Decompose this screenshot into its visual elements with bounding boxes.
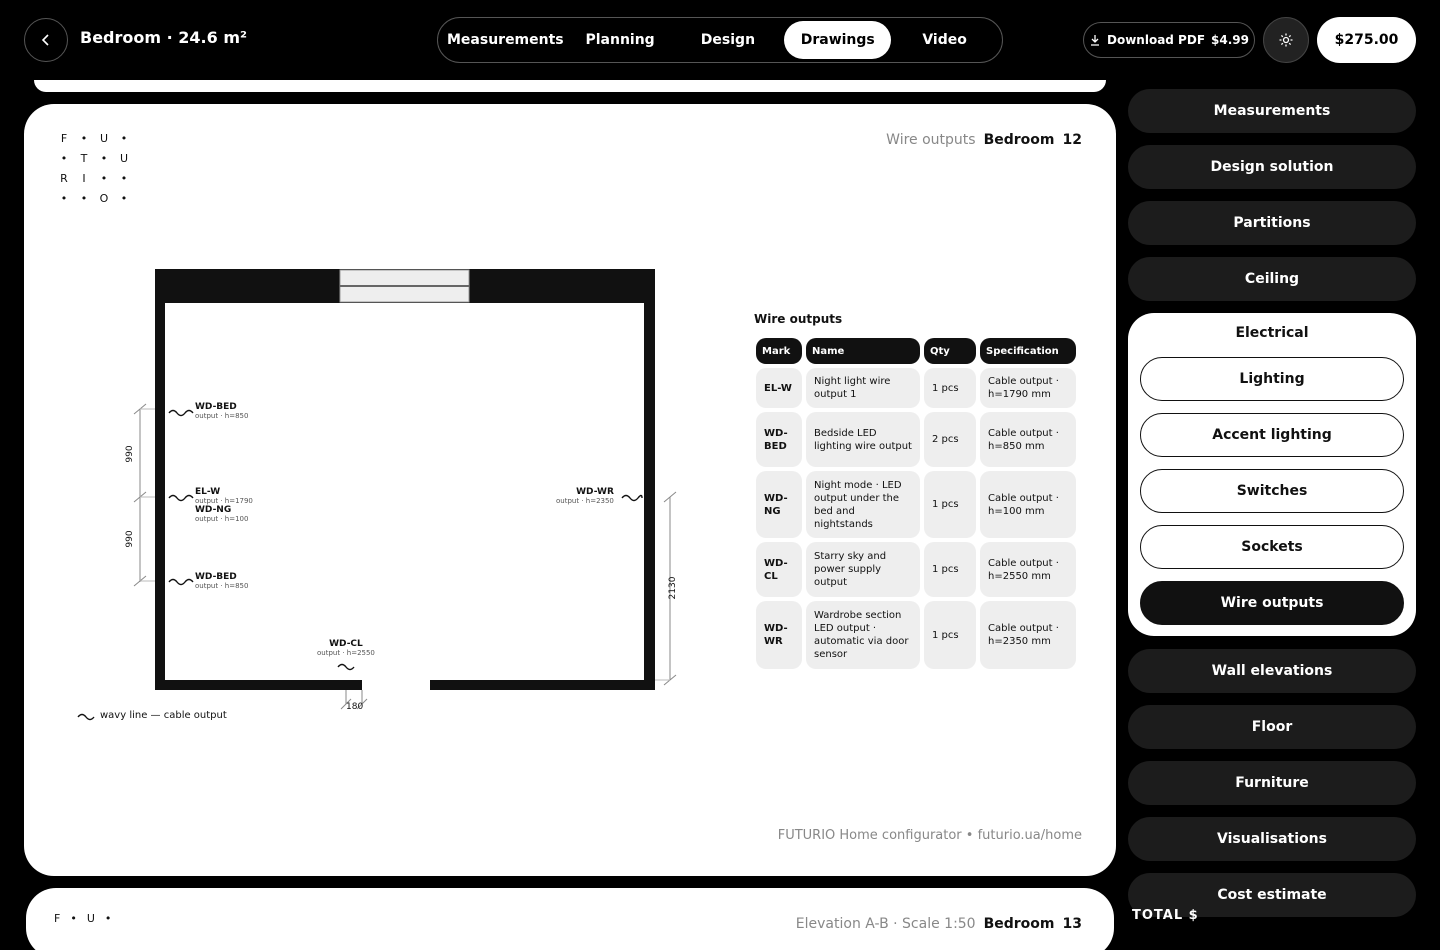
- total-price-button[interactable]: $275.00: [1317, 17, 1416, 63]
- sidebar-item-partitions[interactable]: Partitions: [1128, 201, 1416, 245]
- sidebar-item-visualisations[interactable]: Visualisations: [1128, 817, 1416, 861]
- table-header-row: [756, 338, 1080, 364]
- table-row: [756, 471, 1080, 538]
- dimension-990-bottom: 990: [125, 530, 135, 548]
- tab-measurements[interactable]: Measurements: [446, 32, 564, 48]
- cell-qty: 1 pcs: [924, 471, 976, 538]
- cell-mark: EL-W: [756, 368, 802, 408]
- cell-mark: WD-WR: [756, 601, 802, 669]
- download-pdf-button[interactable]: [1083, 22, 1255, 58]
- table-row: [756, 368, 1080, 408]
- column-header-specification: Specification: [980, 338, 1076, 364]
- sidebar-subitem-lighting[interactable]: Lighting: [1140, 357, 1404, 401]
- previous-sheet-edge: [34, 80, 1106, 92]
- sidebar-subitem-accent-lighting[interactable]: Accent lighting: [1140, 413, 1404, 457]
- table-title: Wire outputs: [754, 312, 843, 326]
- next-sheet-room: Bedroom: [983, 916, 1055, 932]
- sidebar-item-floor[interactable]: Floor: [1128, 705, 1416, 749]
- back-button[interactable]: [24, 18, 68, 62]
- cell-mark: WD-NG: [756, 471, 802, 538]
- sheet-footer: FUTURIO Home configurator • futurio.ua/home: [777, 828, 1082, 843]
- tab-drawings[interactable]: Drawings: [784, 21, 891, 59]
- sidebar-subitem-sockets[interactable]: Sockets: [1140, 525, 1404, 569]
- tab-design[interactable]: Design: [700, 32, 756, 48]
- section-tabs: [437, 17, 1003, 63]
- tab-video[interactable]: Video: [922, 32, 967, 48]
- cell-spec: Cable output · h=1790 mm: [980, 368, 1076, 408]
- sheet-header: [886, 132, 1082, 148]
- cell-name: Night light wire output 1: [806, 368, 920, 408]
- cell-mark: WD-BED: [756, 412, 802, 467]
- settings-button[interactable]: [1263, 17, 1309, 63]
- sidebar-item-furniture[interactable]: Furniture: [1128, 761, 1416, 805]
- table-row: [756, 412, 1080, 467]
- cell-spec: Cable output · h=850 mm: [980, 412, 1076, 467]
- output-label-wd-cl: WD-CL output · h=2550: [317, 639, 375, 657]
- total-label: TOTAL $: [1132, 908, 1199, 923]
- cell-name: Bedside LED lighting wire output: [806, 412, 920, 467]
- futurio-logo: F • U • • T • U R I • • • • O •: [60, 131, 129, 205]
- output-label-wd-bed-2: WD-BED output · h=850: [195, 572, 249, 590]
- cell-name: Starry sky and power supply output: [806, 542, 920, 597]
- sheet-room: Bedroom: [983, 132, 1055, 148]
- next-sheet-section: Elevation A-B · Scale 1:50: [795, 916, 976, 932]
- cell-mark: WD-CL: [756, 542, 802, 597]
- cell-spec: Cable output · h=100 mm: [980, 471, 1076, 538]
- next-sheet-page-number: 13: [1062, 916, 1082, 932]
- column-header-qty: Qty: [924, 338, 976, 364]
- cell-spec: Cable output · h=2350 mm: [980, 601, 1076, 669]
- dimension-180: 180: [346, 702, 364, 712]
- sidebar-group-title[interactable]: Electrical: [1235, 325, 1309, 341]
- futurio-logo-partial: F • U •: [54, 912, 112, 925]
- sidebar-item-design-solution[interactable]: Design solution: [1128, 145, 1416, 189]
- sheet-page-number: 12: [1062, 132, 1082, 148]
- cell-qty: 1 pcs: [924, 601, 976, 669]
- sidebar-item-measurements[interactable]: Measurements: [1128, 89, 1416, 133]
- output-label-wd-ng: WD-NG output · h=100: [195, 505, 249, 523]
- next-drawing-sheet[interactable]: [26, 888, 1114, 950]
- download-pdf-label: Download PDF: [1107, 33, 1206, 47]
- table-row: [756, 601, 1080, 669]
- cell-spec: Cable output · h=2550 mm: [980, 542, 1076, 597]
- top-bar: [0, 0, 1440, 80]
- cell-qty: 1 pcs: [924, 542, 976, 597]
- sidebar-group-electrical: [1128, 313, 1416, 636]
- dimension-990-top: 990: [125, 445, 135, 463]
- plan-legend: [78, 710, 227, 721]
- drawing-sheet: [24, 104, 1116, 876]
- cell-qty: 1 pcs: [924, 368, 976, 408]
- tab-planning[interactable]: Planning: [585, 32, 655, 48]
- chevron-left-icon: [39, 33, 53, 47]
- output-label-wd-bed-1: WD-BED output · h=850: [195, 402, 249, 420]
- column-header-mark: Mark: [756, 338, 802, 364]
- output-label-wd-wr: WD-WR output · h=2350: [556, 487, 614, 505]
- output-label-el-w: EL-W output · h=1790: [195, 487, 253, 505]
- sidebar-item-cost-estimate[interactable]: Cost estimate: [1128, 873, 1416, 917]
- table-row: [756, 542, 1080, 597]
- floor-plan: [24, 104, 724, 744]
- sidebar-item-ceiling[interactable]: Ceiling: [1128, 257, 1416, 301]
- gear-icon: [1278, 32, 1294, 48]
- sidebar-subitem-wire-outputs[interactable]: Wire outputs: [1140, 581, 1404, 625]
- cell-name: Wardrobe section LED output · automatic via door sensor: [806, 601, 920, 669]
- sheet-section: Wire outputs: [886, 132, 976, 148]
- sidebar-subitem-switches[interactable]: Switches: [1140, 469, 1404, 513]
- download-pdf-price: $4.99: [1211, 33, 1249, 47]
- column-header-name: Name: [806, 338, 920, 364]
- download-icon: [1089, 34, 1101, 46]
- wire-outputs-table: [756, 338, 1080, 673]
- legend-text: wavy line — cable output: [100, 710, 227, 721]
- sidebar-item-wall-elevations[interactable]: Wall elevations: [1128, 649, 1416, 693]
- cell-name: Night mode · LED output under the bed and nightstands: [806, 471, 920, 538]
- dimension-2130: 2130: [668, 576, 678, 600]
- room-title: Bedroom · 24.6 m²: [80, 28, 247, 47]
- next-sheet-header: [796, 916, 1082, 932]
- cell-qty: 2 pcs: [924, 412, 976, 467]
